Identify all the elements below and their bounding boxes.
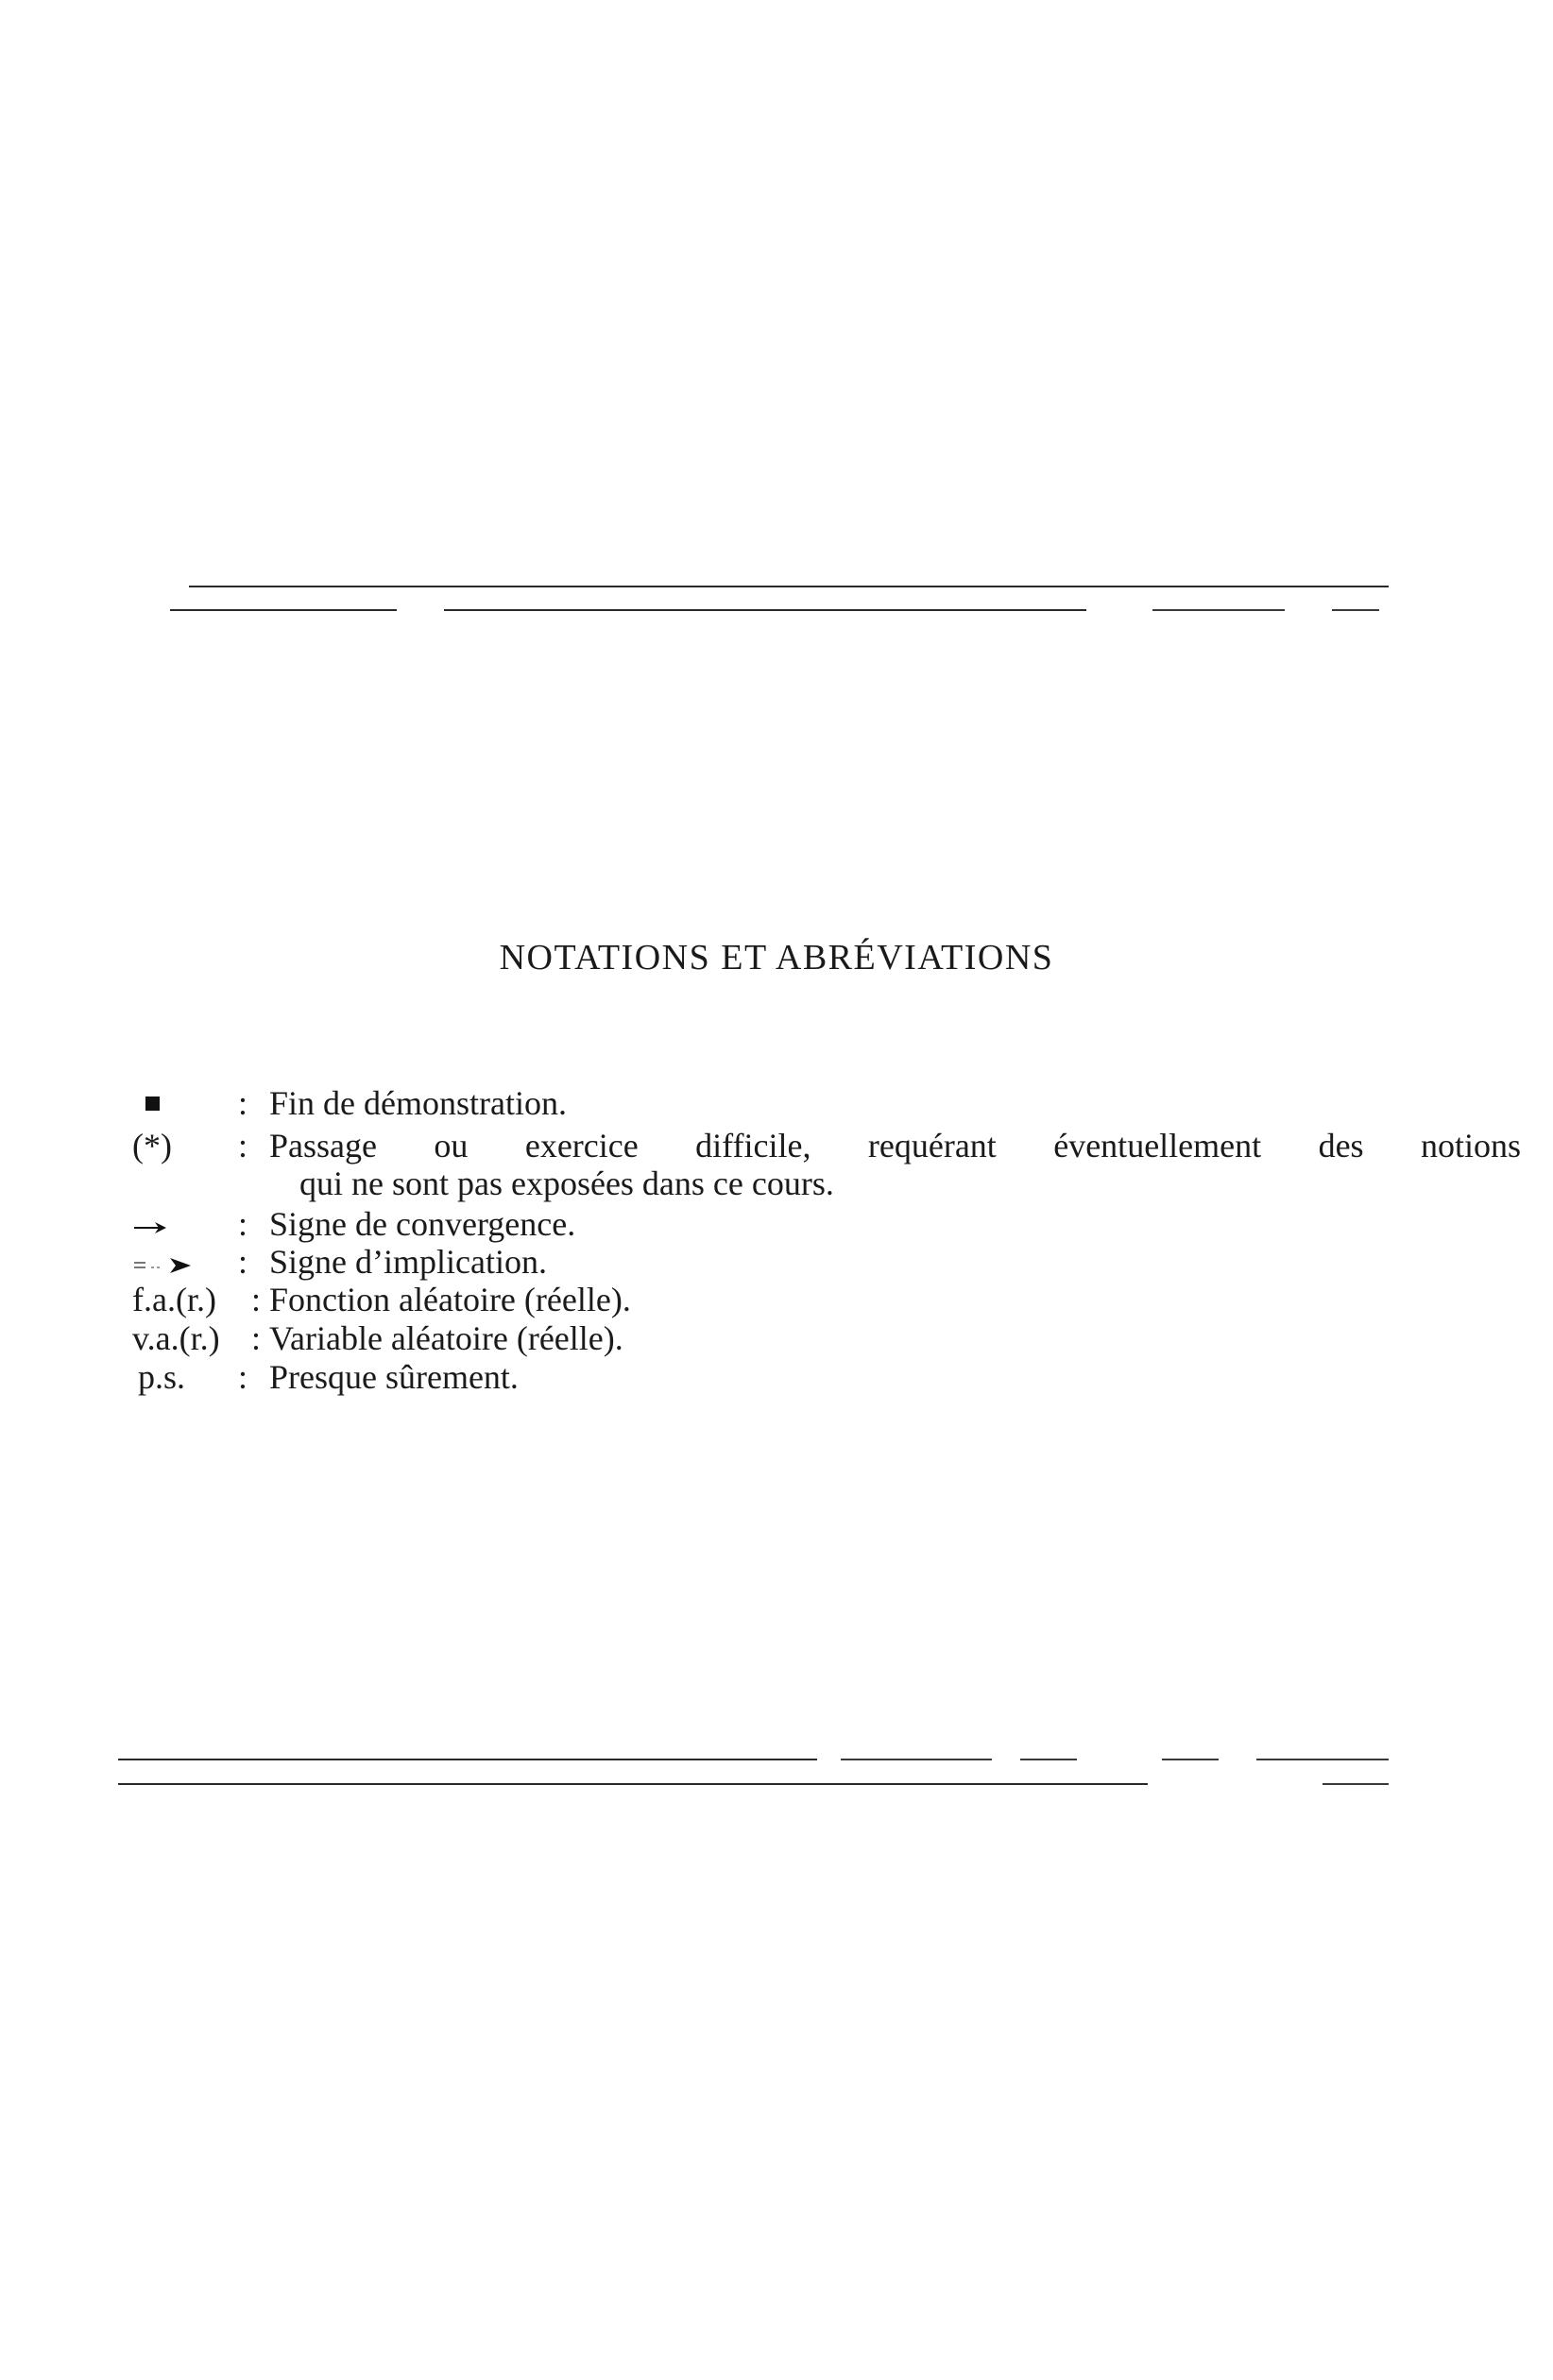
separator: :	[238, 1127, 248, 1164]
top-rule-1	[189, 586, 1389, 587]
top-rule-2d	[1332, 609, 1379, 611]
bottom-rule-1e	[1256, 1759, 1389, 1760]
notation-description: Presque sûrement.	[269, 1358, 519, 1396]
notation-entry	[132, 1358, 1398, 1396]
notation-entry	[132, 1205, 1398, 1243]
notation-entry	[132, 1243, 1398, 1281]
bottom-rule-2a	[118, 1783, 1148, 1785]
top-rule-2a	[170, 609, 397, 611]
top-rule-2c	[1152, 609, 1285, 611]
separator: :	[251, 1319, 262, 1357]
notation-description-line1: Passage ou exercice difficile, requérant éventuellement des notions	[269, 1127, 1521, 1164]
notation-symbol: p.s.	[138, 1358, 186, 1396]
notation-description: Signe d’implication.	[269, 1243, 547, 1281]
notation-symbol: f.a.(r.)	[132, 1281, 216, 1318]
separator: :	[238, 1084, 248, 1122]
notation-description: Fin de démonstration.	[269, 1084, 567, 1122]
notation-description: Variable aléatoire (réelle).	[269, 1319, 623, 1357]
bottom-rule-2b	[1323, 1783, 1389, 1785]
bottom-rule-1a	[118, 1759, 817, 1760]
notation-symbol	[132, 1205, 170, 1243]
separator: :	[238, 1205, 248, 1243]
bottom-rule-1c	[1020, 1759, 1077, 1760]
notation-entry	[132, 1084, 1398, 1122]
notation-description-line2: qui ne sont pas exposées dans ce cours.	[299, 1164, 834, 1202]
separator: :	[251, 1281, 262, 1318]
notation-entry	[132, 1319, 1398, 1357]
notation-entry	[132, 1127, 1521, 1202]
bottom-rule-1d	[1162, 1759, 1219, 1760]
page-title: NOTATIONS ET ABRÉVIATIONS	[499, 938, 1054, 978]
notation-symbol	[132, 1243, 200, 1281]
separator: :	[238, 1358, 248, 1396]
convergence-arrow-icon	[132, 1218, 170, 1237]
notation-symbol	[132, 1084, 160, 1122]
notation-description: Fonction aléatoire (réelle).	[269, 1281, 631, 1318]
black-square-icon	[145, 1096, 160, 1111]
notation-description	[269, 1127, 1521, 1202]
bottom-rule-1b	[841, 1759, 992, 1760]
notation-description: Signe de convergence.	[269, 1205, 576, 1243]
notation-symbol: (*)	[132, 1127, 172, 1164]
notation-symbol: v.a.(r.)	[132, 1319, 220, 1357]
notation-entry	[132, 1281, 1398, 1318]
implication-arrow-icon	[132, 1254, 200, 1277]
top-rule-2b	[444, 609, 1086, 611]
separator: :	[238, 1243, 248, 1281]
